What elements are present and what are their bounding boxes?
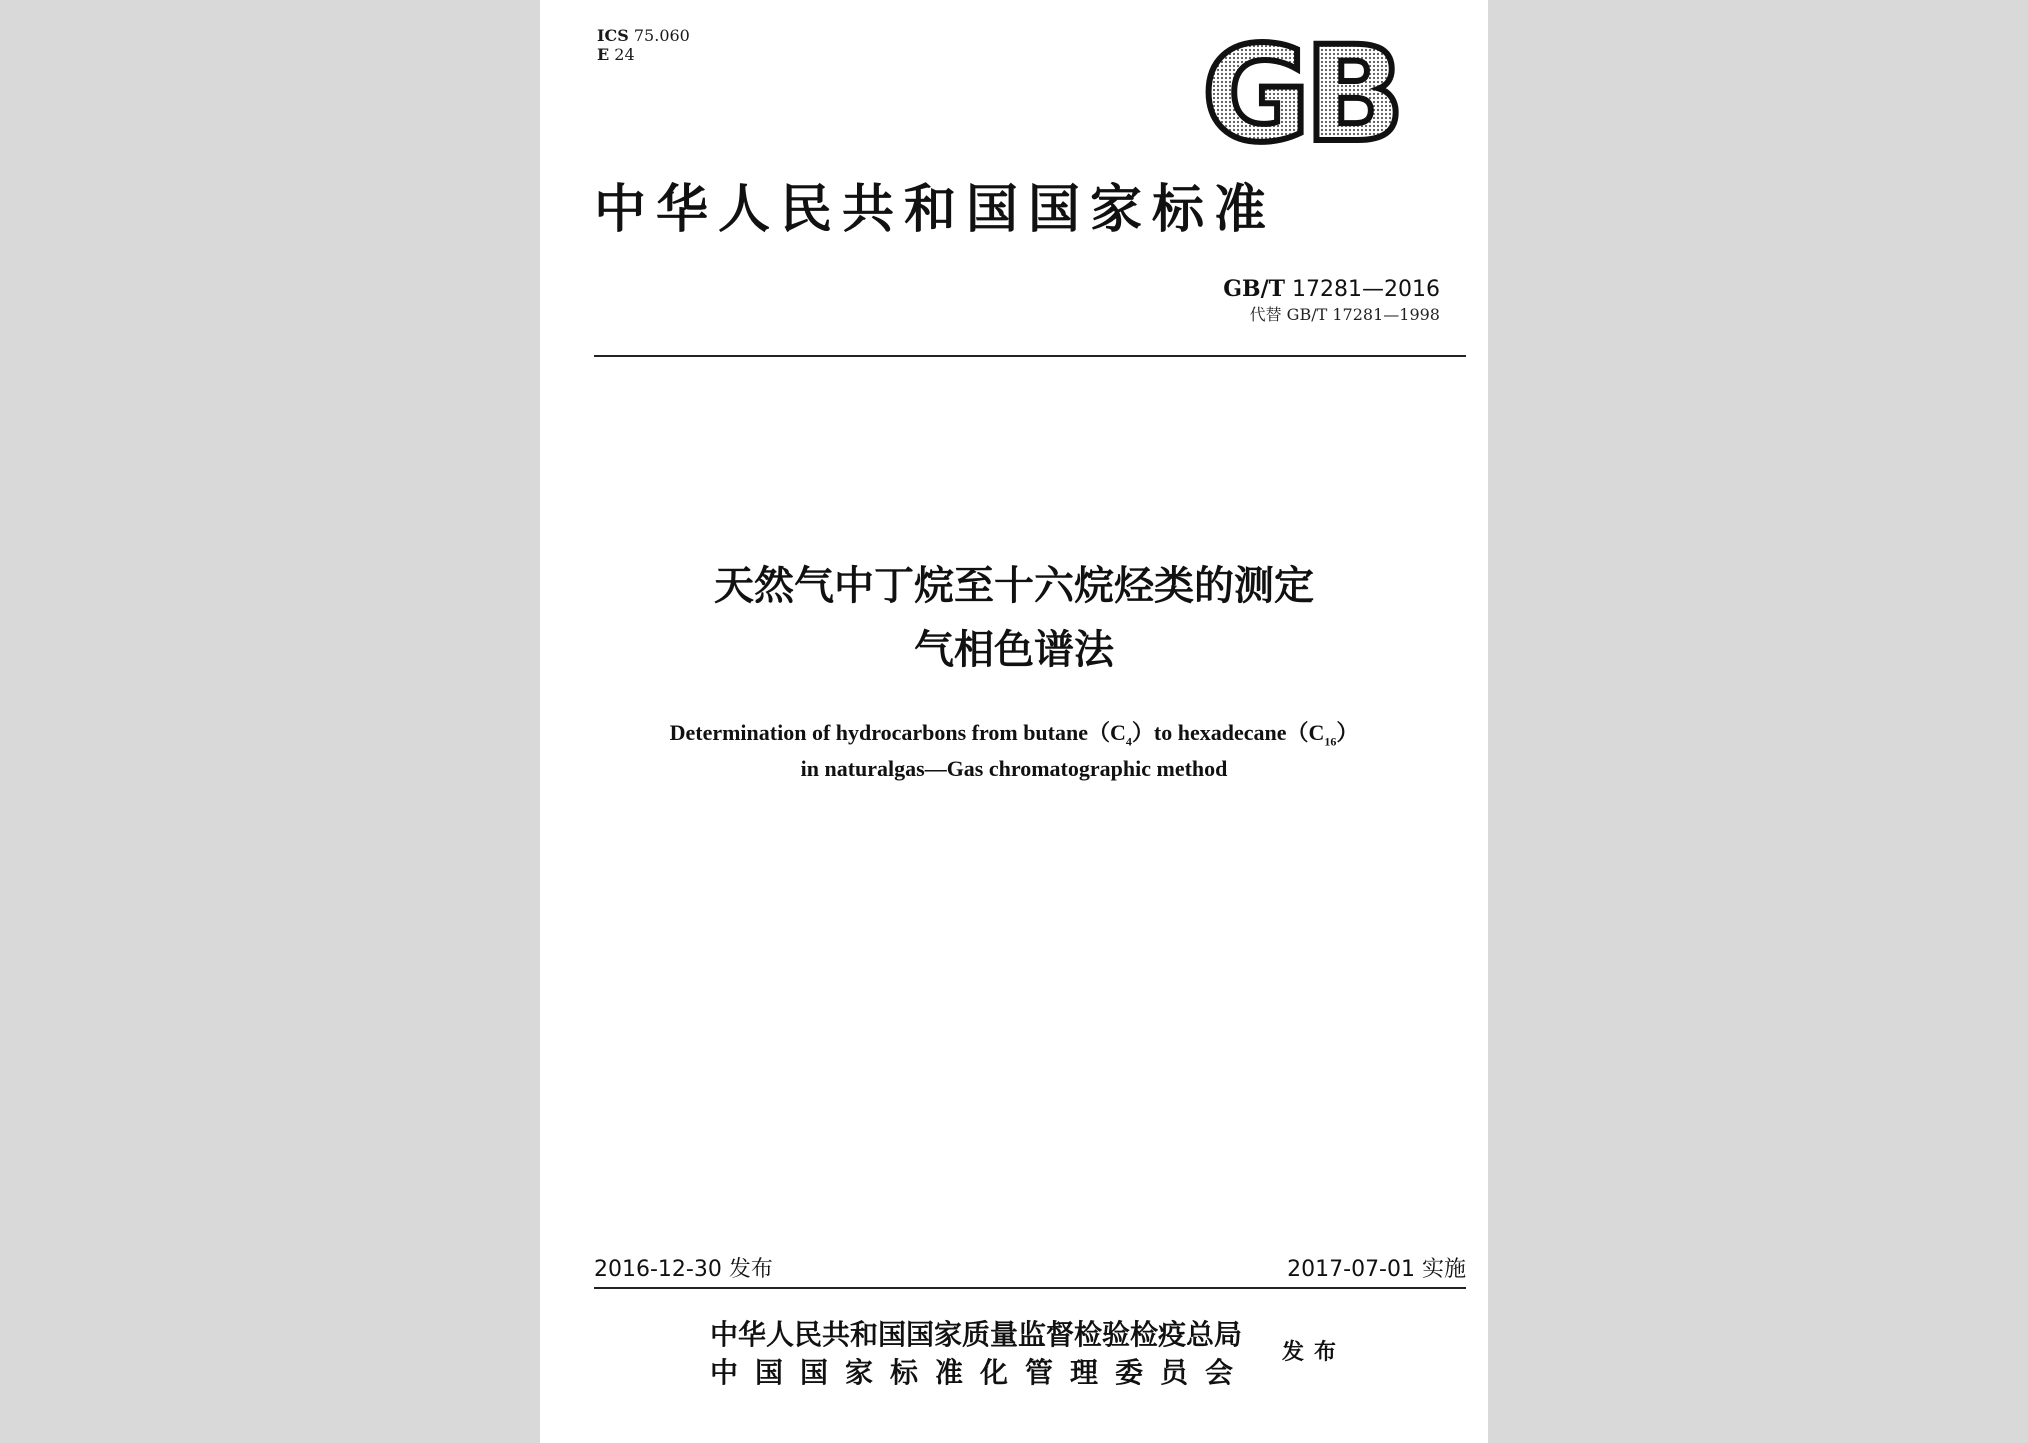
- english-title-part-b: ）to hexadecane（C: [1131, 720, 1325, 745]
- classification-codes: [597, 26, 690, 64]
- ccs-code: 24: [614, 45, 635, 64]
- ccs-line: [597, 45, 690, 64]
- chinese-title-line-2: 气相色谱法: [914, 627, 1114, 673]
- footer-divider: [594, 1287, 1466, 1289]
- chinese-title-line-1: 天然气中丁烷至十六烷烃类的测定: [714, 563, 1314, 609]
- ics-code: 75.060: [633, 26, 690, 45]
- ics-line: [597, 26, 690, 45]
- english-title-subscript-16: 16: [1324, 734, 1337, 749]
- english-title-part-c: ）: [1336, 720, 1359, 745]
- english-title-line-2: in naturalgas—Gas chromatographic method: [800, 756, 1228, 781]
- issuer-line-2: 中国国家标准化管理委员会: [710, 1356, 1251, 1389]
- document-page: [540, 0, 1488, 1443]
- issue-date: 2016-12-30 发布: [594, 1257, 773, 1282]
- implementation-date: 2017-07-01 实施: [1287, 1257, 1466, 1282]
- standard-number: [1223, 276, 1440, 302]
- publish-label: 发布: [1282, 1339, 1347, 1365]
- english-title-subscript-4: 4: [1125, 734, 1132, 749]
- replaces-standard: 代替 GB/T 17281—1998: [1249, 305, 1440, 324]
- nation-standard-title: 中华人民共和国国家标准: [594, 179, 1277, 240]
- gb-logo-letters: GB: [1202, 36, 1399, 152]
- standard-code: 17281—2016: [1292, 277, 1440, 302]
- header-divider: [594, 355, 1466, 357]
- ics-label: ICS: [597, 26, 629, 45]
- gb-logo: [1200, 36, 1410, 152]
- ccs-label: E: [597, 45, 610, 64]
- english-title-part-a: Determination of hydrocarbons from butane（C: [669, 720, 1126, 745]
- standard-prefix: GB/T: [1223, 276, 1286, 302]
- issuer-line-1: 中华人民共和国国家质量监督检验检疫总局: [710, 1318, 1243, 1351]
